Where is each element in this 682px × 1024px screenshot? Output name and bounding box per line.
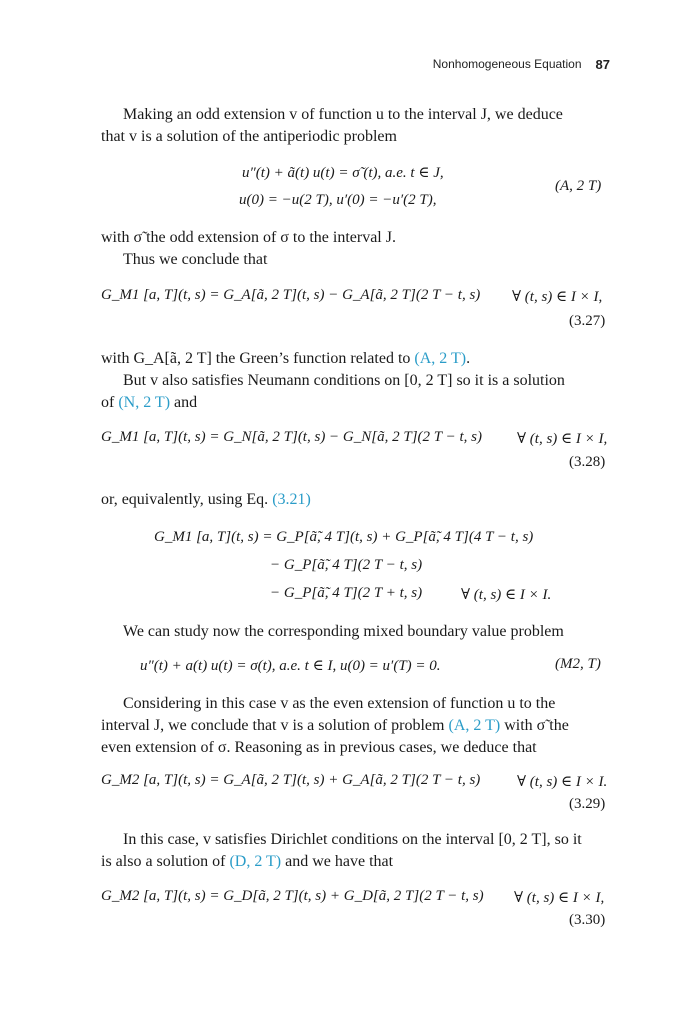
p6-line2-post: with σ̃ the [500, 717, 569, 734]
eq-periodic-line3: − G_P[ã̃, 4 T](2 T + t, s) [270, 585, 423, 601]
eq-3-28-body: G_M1 [a, T](t, s) = G_N[ã, 2 T](t, s) − G_N[ã, 2 T](2 T − t, s) [101, 429, 482, 445]
link-A2T-second[interactable]: (A, 2 T) [448, 717, 501, 734]
p3-line3-pre: of [101, 394, 119, 411]
eq-3-29-body: G_M2 [a, T](t, s) = G_A[ã, 2 T](t, s) + G_A[ã, 2 T](2 T − t, s) [101, 772, 481, 788]
eq-antiperiodic-line1: u″(t) + ã(t) u(t) = σ̃ (t), a.e. t ∈ J, [242, 165, 444, 181]
p7-line2-post: and we have that [281, 853, 394, 870]
eq-3-28-condition: ∀ (t, s) ∈ I × I, [517, 431, 608, 447]
eq-periodic-line1: G_M1 [a, T](t, s) = G_P[ã̃, 4 T](t, s) + G_P[ã̃, 4 T](4 T − t, s) [154, 529, 534, 545]
eq-3-27-condition: ∀ (t, s) ∈ I × I, [512, 289, 603, 305]
eq-3-28-number: (3.28) [569, 454, 606, 470]
eq-3-30-body: G_M2 [a, T](t, s) = G_D[ã, 2 T](t, s) + G_D[ã, 2 T](2 T − t, s) [101, 888, 484, 904]
paragraph-neumann [101, 348, 610, 414]
p2-line2: Thus we conclude that [123, 251, 268, 268]
eq-3-27-body: G_M1 [a, T](t, s) = G_A[ã, 2 T](t, s) − G_A[ã, 2 T](2 T − t, s) [101, 287, 481, 303]
eq-mixed-body: u″(t) + a(t) u(t) = σ(t), a.e. t ∈ I, u(0) = u′(T) = 0. [140, 658, 441, 674]
p3-line3-post: and [170, 394, 198, 411]
running-header [433, 57, 610, 72]
p4-pre: or, equivalently, using Eq. [101, 491, 273, 508]
eq-periodic-condition: ∀ (t, s) ∈ I × I. [461, 587, 552, 603]
p2-line1: with σ̃ the odd extension of σ to the interval J. [101, 229, 396, 246]
eq-3-29-number: (3.29) [569, 796, 606, 812]
paragraph-equivalently [101, 489, 610, 511]
p6-line3: even extension of σ. Reasoning as in previous cases, we deduce that [101, 739, 537, 756]
eq-label-M2T: (M2, T) [555, 656, 601, 672]
link-eq-3-21[interactable]: (3.21) [272, 491, 311, 508]
p3-line2: But v also satisfies Neumann conditions on [0, 2 T] so it is a solution [123, 372, 565, 389]
eq-3-27-number: (3.27) [569, 313, 606, 329]
eq-antiperiodic-line2: u(0) = −u(2 T), u′(0) = −u′(2 T), [239, 192, 437, 208]
p7-line1: In this case, v satisfies Dirichlet conditions on the interval [0, 2 T], so it [123, 831, 582, 848]
p3-line1-pre: with G_A[ã, 2 T] the Green’s function related to [101, 350, 415, 367]
link-A2T[interactable]: (A, 2 T) [414, 350, 467, 367]
p3-line1-post: . [466, 350, 471, 367]
paragraph-odd-extension [101, 104, 610, 148]
paragraph-conclude [101, 227, 610, 271]
eq-3-30-number: (3.30) [569, 912, 606, 928]
paragraph-even-extension [101, 693, 610, 759]
link-N2T[interactable]: (N, 2 T) [118, 394, 171, 411]
eq-label-A2T: (A, 2 T) [555, 178, 602, 194]
p1-line2: that v is a solution of the antiperiodic problem [101, 128, 397, 145]
p1-line1: Making an odd extension v of function u to the interval J, we deduce [123, 106, 563, 123]
p7-line2-pre: is also a solution of [101, 853, 230, 870]
p6-line1: Considering in this case v as the even extension of function u to the [123, 695, 556, 712]
paragraph-mixed-problem [101, 621, 610, 643]
running-title: Nonhomogeneous Equation [432, 57, 582, 71]
page-number: 87 [595, 57, 610, 72]
p5-line1: We can study now the corresponding mixed boundary value problem [123, 623, 564, 640]
eq-3-30-condition: ∀ (t, s) ∈ I × I, [514, 890, 605, 906]
paragraph-dirichlet [101, 829, 610, 873]
p6-line2-pre: interval J, we conclude that v is a solution of problem [101, 717, 449, 734]
eq-3-29-condition: ∀ (t, s) ∈ I × I. [517, 774, 608, 790]
link-D2T[interactable]: (D, 2 T) [229, 853, 282, 870]
eq-periodic-line2: − G_P[ã̃, 4 T](2 T − t, s) [270, 557, 423, 573]
